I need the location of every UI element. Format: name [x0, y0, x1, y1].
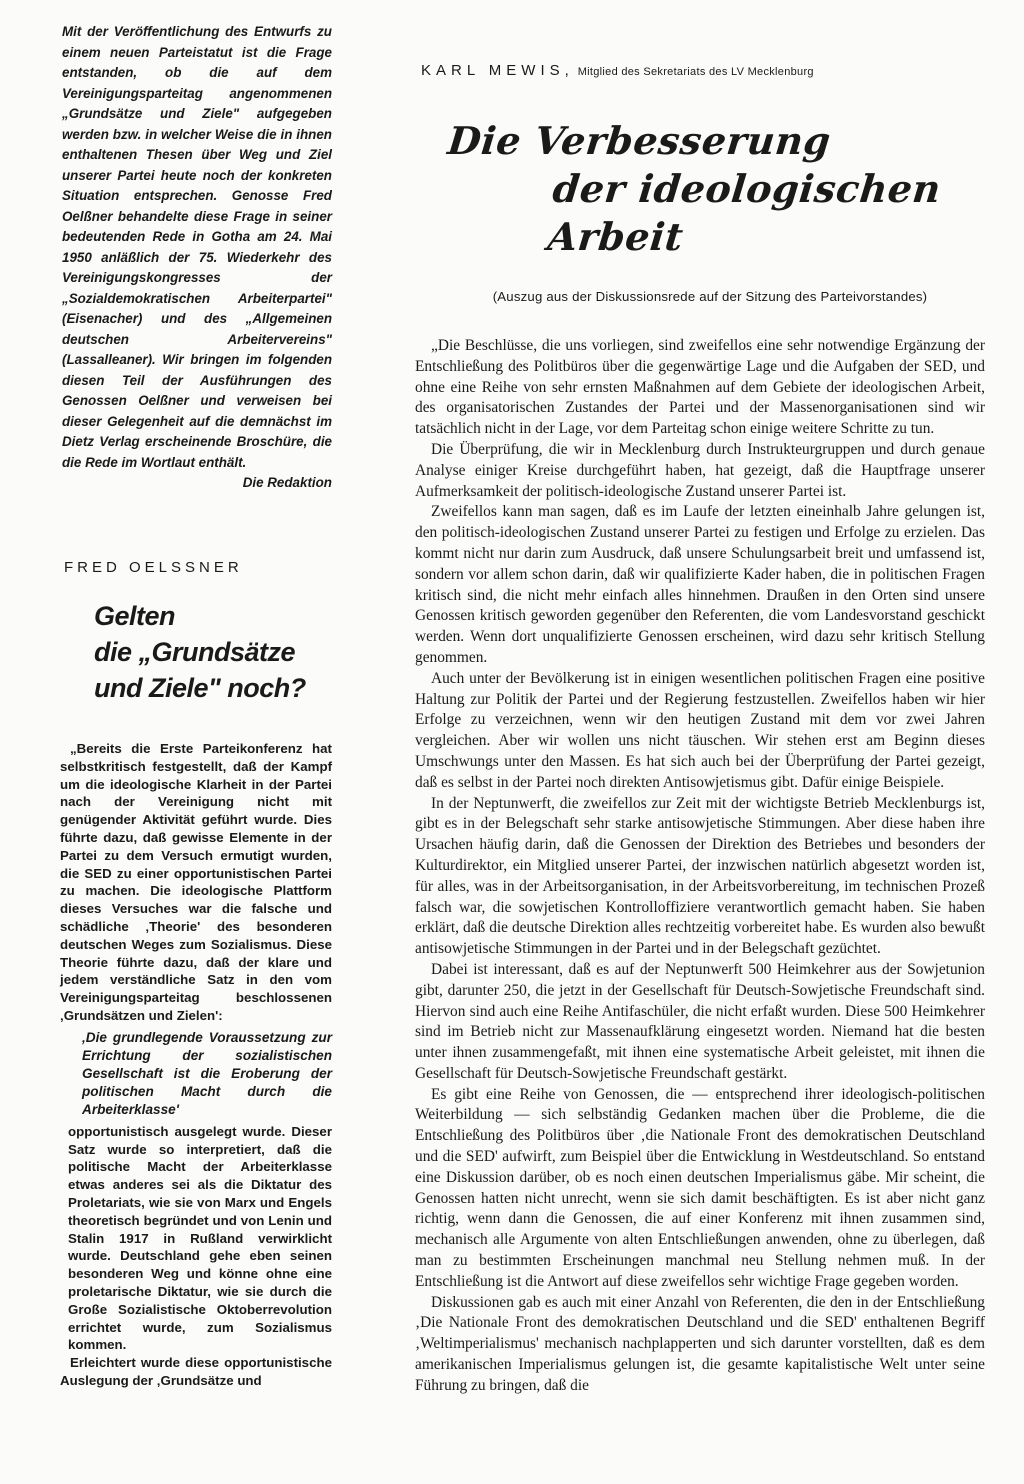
paragraph: Auch unter der Bevölkerung ist in einigen wesentlichen politischen Fragen eine positive Haltung zur Politik der Partei und der Regierung festzustellen. Zweifellos haben wir hier Erfolge zu verzeichnen, wenn wir den heutigen Zustand mit dem vor zwei Jahren vergleichen. Aber wir wollen uns nicht täuschen. Wir stehen erst am Beginn dieses Umschwungs unter den Massen. Es hat sich auch bei der Überprüfung der Partei gezeigt, daß es selbst in der Partei noch direkten Antisowjetismus gibt. Dafür einige Beispiele. — [415, 669, 985, 791]
author-name: KARL MEWIS, — [421, 62, 574, 79]
article-headline-oelssner — [94, 598, 332, 706]
paragraph: „Bereits die Erste Parteikonferenz hat selbstkritisch festgestellt, daß der Kampf um die ideologische Klarheit in der Partei nach der Vereinigung nicht mit genügender Aktivität geführt wurde. Dies führte dazu, daß gewisse Elemente in der Partei zu dem Versuch ermutigt wurden, die SED zu einer opportunistischen Partei zu machen. Die ideologische Plattform dieses Versuches war die falsche und schädliche ‚Theorie' des besonderen deutschen Weges zum Sozialismus. Diese Theorie führte dazu, daß der klare und jedem verständliche Satz in den vom Vereinigungsparteitag beschlossenen ‚Grundsätzen und Zielen': — [60, 741, 332, 1023]
headline-line: Die Verbesserung — [445, 118, 834, 163]
paragraph: Es gibt eine Reihe von Genossen, die — entsprechend ihrer ideologisch-politischen Weiterbildung — sich selbständig Gedanken machen über die Probleme, die die Entschließung des Politbüros über ‚die Nationale Front des demokratischen Deutschland und die SED' aufwirft, zum Beispiel über die Entwicklung in Westdeutschland. So entstand eine Diskussion darüber, ob es noch einen deutschen Imperialismus gäbe. Mir scheint, die Genossen hatten nicht unrecht, wenn sie sich damit beschäftigten. Es ist aber nicht ganz richtig, wenn dann die Genossen, die auf einer Konferenz mit ihnen zusammen sind, mechanisch alle Argumente von alten Entschließungen anwenden, ohne zu überlegen, daß man zu bestimmten Erscheinungen manchmal neu Stellung nehmen muß. In der Entschließung ist die Antwort auf diese zweifellos sehr wichtige Frage gegeben worden. — [415, 1085, 985, 1290]
paragraph: Die Überprüfung, die wir in Mecklenburg durch Instrukteurgruppen und durch genaue Analyse einiger Kreise durchgeführt haben, hat gezeigt, daß die Hauptfrage unserer Aufmerksamkeit der politisch-ideologische Zustand unserer Partei ist. — [415, 440, 985, 500]
author-role: Mitglied des Sekretariats des LV Mecklenburg — [577, 66, 814, 78]
headline-line: die „Grundsätze — [94, 637, 296, 667]
right-column — [405, 62, 985, 1397]
article-body-mewis — [415, 336, 985, 1397]
paragraph: Erleichtert wurde diese opportunistische Auslegung der ‚Grundsätze und — [60, 1355, 332, 1388]
article-author-oelssner: FRED OELSSNER — [64, 559, 243, 576]
article-body-oelssner — [60, 740, 332, 1390]
article-author-mewis — [421, 62, 985, 79]
left-column — [48, 22, 332, 1390]
paragraph: Zweifellos kann man sagen, daß es im Laufe der letzten eineinhalb Jahre gelungen ist, den politisch-ideologischen Zustand unserer Partei zu festigen und Erfolge zu erzielen. Das kommt nicht nur darin zum Ausdruck, daß unsere Schulungsarbeit breit und umfassend ist, sondern vor allem schon darin, daß wir qualifizierte Kader haben, die in politischen Fragen kritisch sind, die nicht mehr einfach alles hinnehmen. Draußen in den Orten sind unsere Genossen kritisch geworden gegenüber den Referenten, die vom Landesvorstand geschickt werden. Wenn dort unqualifizierte Genossen erscheinen, wird dazu sehr kritisch Stellung genommen. — [415, 503, 985, 666]
article-subtitle: (Auszug aus der Diskussionsrede auf der Sitzung des Parteivorstandes) — [492, 289, 928, 304]
headline-line: der ideologischen Arbeit — [545, 166, 944, 259]
paragraph: Dabei ist interessant, daß es auf der Neptunwerft 500 Heimkehrer aus der Sowjetunion gibt, darunter 250, die jetzt in der Gesellschaft für Deutsch-Sowjetische Freundschaft sind. Hiervon sind auch eine Reihe Antifaschüler, die nicht erfaßt wurden. Diese 500 Heimkehrer sind im Betrieb nicht zur Massenaufklärung eingesetzt worden. Niemand hat die besten unter ihnen zusammengefaßt, mit ihnen eine systematische Arbeit geleistet, mit ihnen die Gesellschaft für Deutsch-Sowjetische Freundschaft gestärkt. — [415, 960, 985, 1082]
block-quote: ‚Die grundlegende Voraussetzung zur Errichtung der sozialistischen Gesellschaft ist die Eroberung der politischen Macht durch die Arbeiterklasse' — [82, 1029, 332, 1117]
headline-line: Gelten — [94, 601, 176, 631]
paragraph: opportunistisch ausgelegt wurde. Dieser Satz wurde so interpretiert, daß die politische Macht der Arbeiterklasse etwas anderes sei als die Diktatur des Proletariats, wie sie von Marx und Engels theoretisch begründet und von Lenin und Stalin 1917 in Rußland verwirklicht wurde. Deutschland gehe eben seinen besonderen Weg und könne ohne eine proletarische Diktatur, wie sie durch die Große Sozialistische Oktoberrevolution errichtet wurde, zum Sozialismus kommen. — [68, 1123, 332, 1353]
headline-line: und Ziele" noch? — [94, 673, 306, 703]
paragraph: Diskussionen gab es auch mit einer Anzahl von Referenten, die den in der Entschließung ‚Die Nationale Front des demokratischen Deutschland und die SED' enthaltenen Begriff ‚Weltimperialismus' mechanisch nachplapperten und sich darunter vorstellten, daß es dem amerikanischen Imperialismus gelungen ist, die gesamte kapitalistische Welt unter seine Führung zu bringen, daß die — [415, 1293, 985, 1394]
paragraph: „Die Beschlüsse, die uns vorliegen, sind zweifellos eine sehr notwendige Ergänzung der Entschließung des Politbüros über die gegenwärtige Lage und die Aufgaben der SED, und ohne eine Reihe von sehr ernsten Maßnahmen auf dem Gebiete der ideologischen Arbeit, des organisatorischen Zustandes der Partei und der Massenorganisationen sind wir tatsächlich nicht in der Lage, vor dem Parteitag schon einige weitere Schritte zu tun. — [415, 337, 985, 438]
editorial-intro: Mit der Veröffentlichung des Entwurfs zu einem neuen Parteistatut ist die Frage entstanden, ob die auf dem Vereinigungsparteitag angenommenen „Grundsätze und Ziele" aufgegeben werden bzw. in welcher Weise die in ihnen enthaltenen Thesen über Weg und Ziel unserer Partei heute noch der konkreten Situation entsprechen. Genosse Fred Oelßner behandelte diese Frage in seiner bedeutenden Rede in Gotha am 24. Mai 1950 anläßlich der 75. Wiederkehr des Vereinigungskongresses der „Sozialdemokratischen Arbeiterpartei" (Eisenacher) und des „Allgemeinen deutschen Arbeitervereins" (Lassalleaner). Wir bringen im folgenden diesen Teil der Ausführungen des Genossen Oelßner und verweisen bei dieser Gelegenheit auf die demnächst im Dietz Verlag erscheinende Broschüre, die die Rede im Wortlaut enthält. — [62, 24, 332, 470]
article-headline-mewis — [435, 117, 992, 261]
paragraph: In der Neptunwerft, die zweifellos zur Zeit mit der wichtigste Betrieb Mecklenburgs ist, gibt es in der Belegschaft sehr starke antisowjetische Stimmungen. Aber diese haben ihre Ursachen häufig darin, daß die Genossen der Direktion des Betriebes und besonders der Kulturdirektor, ein Mitglied unserer Partei, der inzwischen natürlich abgesetzt worden ist, für alles, was in der Arbeitsorganisation, in der Arbeitsvorbereitung, im technischen Prozeß falsch war, die sowjetischen Kontrolloffiziere verantwortlich gemacht haben. Sie haben erklärt, daß die deutsche Direktion alles rechtzeitig vorbereitet habe. Es wurden also bewußt antisowjetische Stimmungen in der Partei und in der Belegschaft gezüchtet. — [415, 794, 985, 958]
editorial-signature: Die Redaktion — [242, 475, 332, 490]
